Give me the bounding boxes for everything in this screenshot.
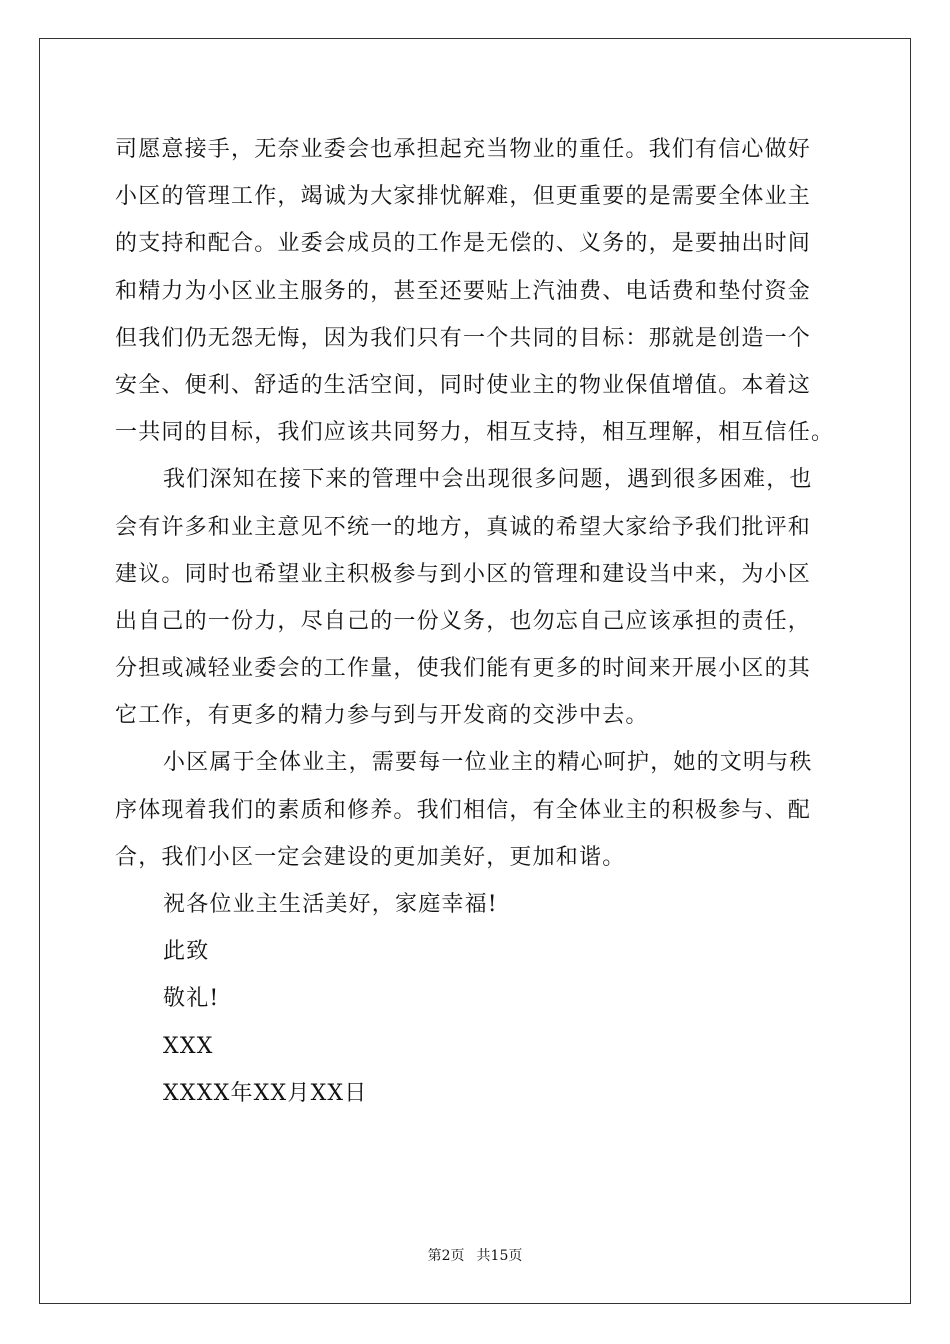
text-line: 会有许多和业主意见不统一的地方，真诚的希望大家给予我们批评和 [115, 514, 812, 540]
text-line: 和精力为小区业主服务的，甚至还要贴上汽油费、电话费和垫付资金 [115, 278, 812, 304]
text-line: 安全、便利、舒适的生活空间，同时使业主的物业保值增值。本着这 [115, 372, 812, 398]
text-line: 司愿意接手，无奈业委会也承担起充当物业的重任。我们有信心做好 [115, 137, 812, 162]
text-line: 分担或减轻业委会的工作量，使我们能有更多的时间来开展小区的其 [115, 656, 812, 682]
paragraph-start-line: 我们深知在接下来的管理中会出现很多问题，遇到很多困难，也 [163, 467, 813, 493]
page-number: 第2页 [427, 1248, 465, 1264]
date-line: XXXX年XX月XX日 [163, 1080, 368, 1106]
page-footer [0, 1247, 950, 1265]
document-body [115, 126, 839, 1117]
paragraph-start-line: 小区属于全体业主，需要每一位业主的精心呵护，她的文明与秩 [163, 750, 813, 776]
salutation-line: 敬礼! [163, 986, 220, 1012]
text-line: 一共同的目标，我们应该共同努力，相互支持，相互理解，相互信任。 [115, 420, 835, 446]
text-line: 出自己的一份力，尽自己的一份义务，也勿忘自己应该承担的责任， [115, 608, 812, 634]
text-line: 合，我们小区一定会建设的更加美好，更加和谐。 [115, 844, 626, 870]
page-total: 共15页 [476, 1248, 523, 1264]
salutation-line: 此致 [163, 939, 210, 965]
text-line: 的支持和配合。业委会成员的工作是无偿的、义务的，是要抽出时间 [115, 231, 812, 257]
text-line: 建议。同时也希望业主积极参与到小区的管理和建设当中来，为小区 [115, 561, 812, 587]
text-line: 小区的管理工作，竭诚为大家排忧解难，但更重要的是需要全体业主 [115, 184, 812, 210]
closing-wish: 祝各位业主生活美好，家庭幸福! [163, 892, 498, 917]
signature: XXX [163, 1033, 214, 1059]
text-line: 但我们仍无怨无悔，因为我们只有一个共同的目标：那就是创造一个 [115, 325, 812, 351]
text-line: 它工作，有更多的精力参与到与开发商的交涉中去。 [115, 703, 649, 729]
text-line: 序体现着我们的素质和修养。我们相信，有全体业主的积极参与、配 [115, 797, 812, 823]
